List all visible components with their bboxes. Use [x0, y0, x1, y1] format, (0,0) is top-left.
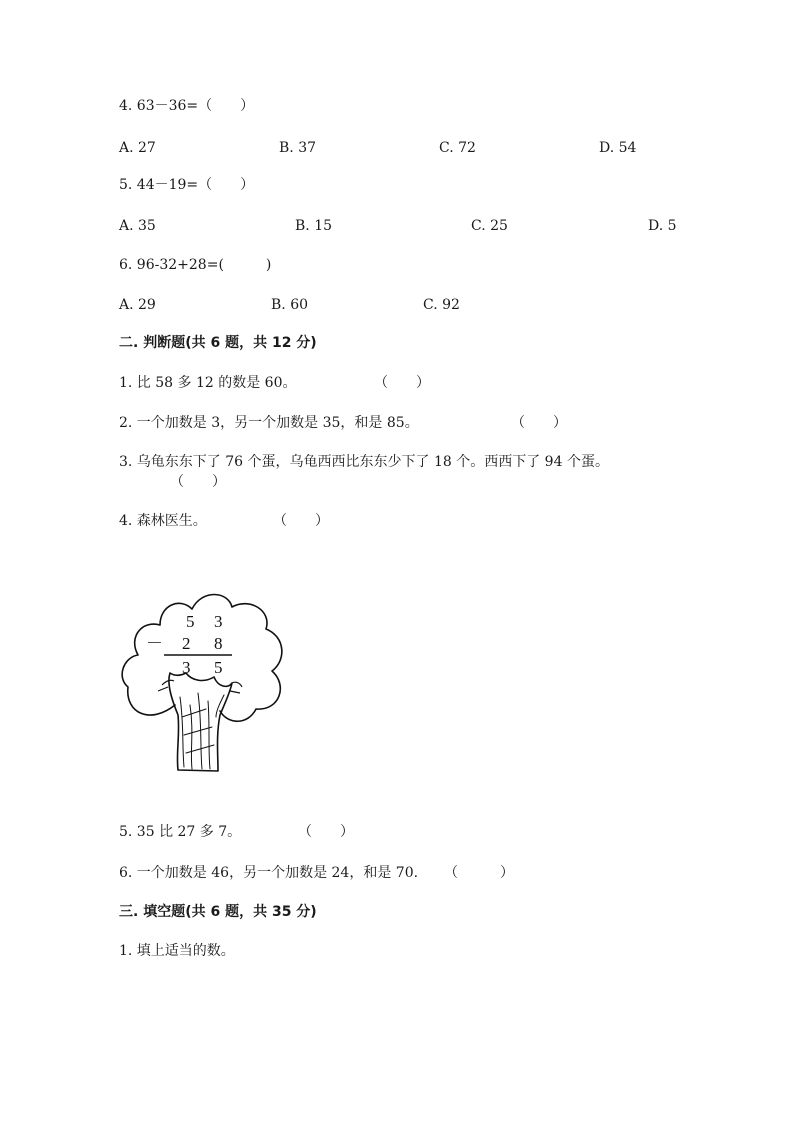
difference-ones-digit: 5: [214, 658, 223, 677]
tree-branch-left: [158, 680, 174, 691]
judge-item-5-text: 5. 35 比 27 多 7。: [119, 824, 242, 840]
judge-item-4-text: 4. 森林医生。: [119, 513, 207, 529]
question-6-stem: 6. 96-32+28=( ): [119, 257, 272, 273]
tree-canopy-outline: [122, 595, 282, 722]
question-5-option-a[interactable]: A. 35: [119, 218, 156, 234]
question-6-option-c[interactable]: C. 92: [423, 297, 460, 313]
question-5-option-b[interactable]: B. 15: [295, 218, 333, 234]
question-4-option-b[interactable]: B. 37: [279, 140, 317, 156]
subtrahend-ones-digit: 8: [214, 634, 223, 653]
fill-section-heading: 三. 填空题(共 6 题，共 35 分): [119, 904, 317, 920]
difference-tens-digit: 3: [182, 658, 191, 677]
question-4-option-c[interactable]: C. 72: [439, 140, 476, 156]
judge-item-5-answer-paren[interactable]: （ ）: [298, 824, 354, 840]
question-4-stem: 4. 63－36=（ ）: [119, 98, 255, 114]
question-5-stem: 5. 44－19=（ ）: [119, 177, 255, 193]
judge-item-3-text: 3. 乌龟东东下了 76 个蛋，乌龟西西比东东少下了 18 个。西西下了 94 个蛋。: [119, 454, 609, 470]
judge-section-heading: 二. 判断题(共 6 题，共 12 分): [119, 335, 317, 351]
question-6-option-b[interactable]: B. 60: [271, 297, 309, 313]
judge-item-1-text: 1. 比 58 多 12 的数是 60。: [119, 375, 297, 391]
tree-subtraction-illustration: [120, 585, 290, 780]
question-4-option-d[interactable]: D. 54: [599, 140, 637, 156]
minus-sign: －: [146, 634, 163, 653]
judge-item-4-answer-paren[interactable]: （ ）: [273, 513, 329, 529]
judge-item-6-answer-paren[interactable]: （ ）: [444, 865, 514, 881]
judge-item-2-text: 2. 一个加数是 3，另一个加数是 35，和是 85。: [119, 415, 419, 431]
judge-item-2-answer-paren[interactable]: （ ）: [511, 415, 567, 431]
question-6-option-a[interactable]: A. 29: [119, 297, 156, 313]
question-5-option-c[interactable]: C. 25: [471, 218, 508, 234]
minuend-tens-digit: 5: [186, 612, 195, 631]
judge-item-6-text: 6. 一个加数是 46，另一个加数是 24，和是 70.: [119, 865, 419, 881]
fill-item-1-text: 1. 填上适当的数。: [119, 943, 235, 959]
question-5-option-d[interactable]: D. 5: [648, 218, 677, 234]
subtrahend-tens-digit: 2: [182, 634, 191, 653]
judge-item-3-answer-paren[interactable]: （ ）: [170, 474, 226, 490]
minuend-ones-digit: 3: [214, 612, 223, 631]
question-4-option-a[interactable]: A. 27: [119, 140, 156, 156]
judge-item-1-answer-paren[interactable]: （ ）: [374, 375, 430, 391]
